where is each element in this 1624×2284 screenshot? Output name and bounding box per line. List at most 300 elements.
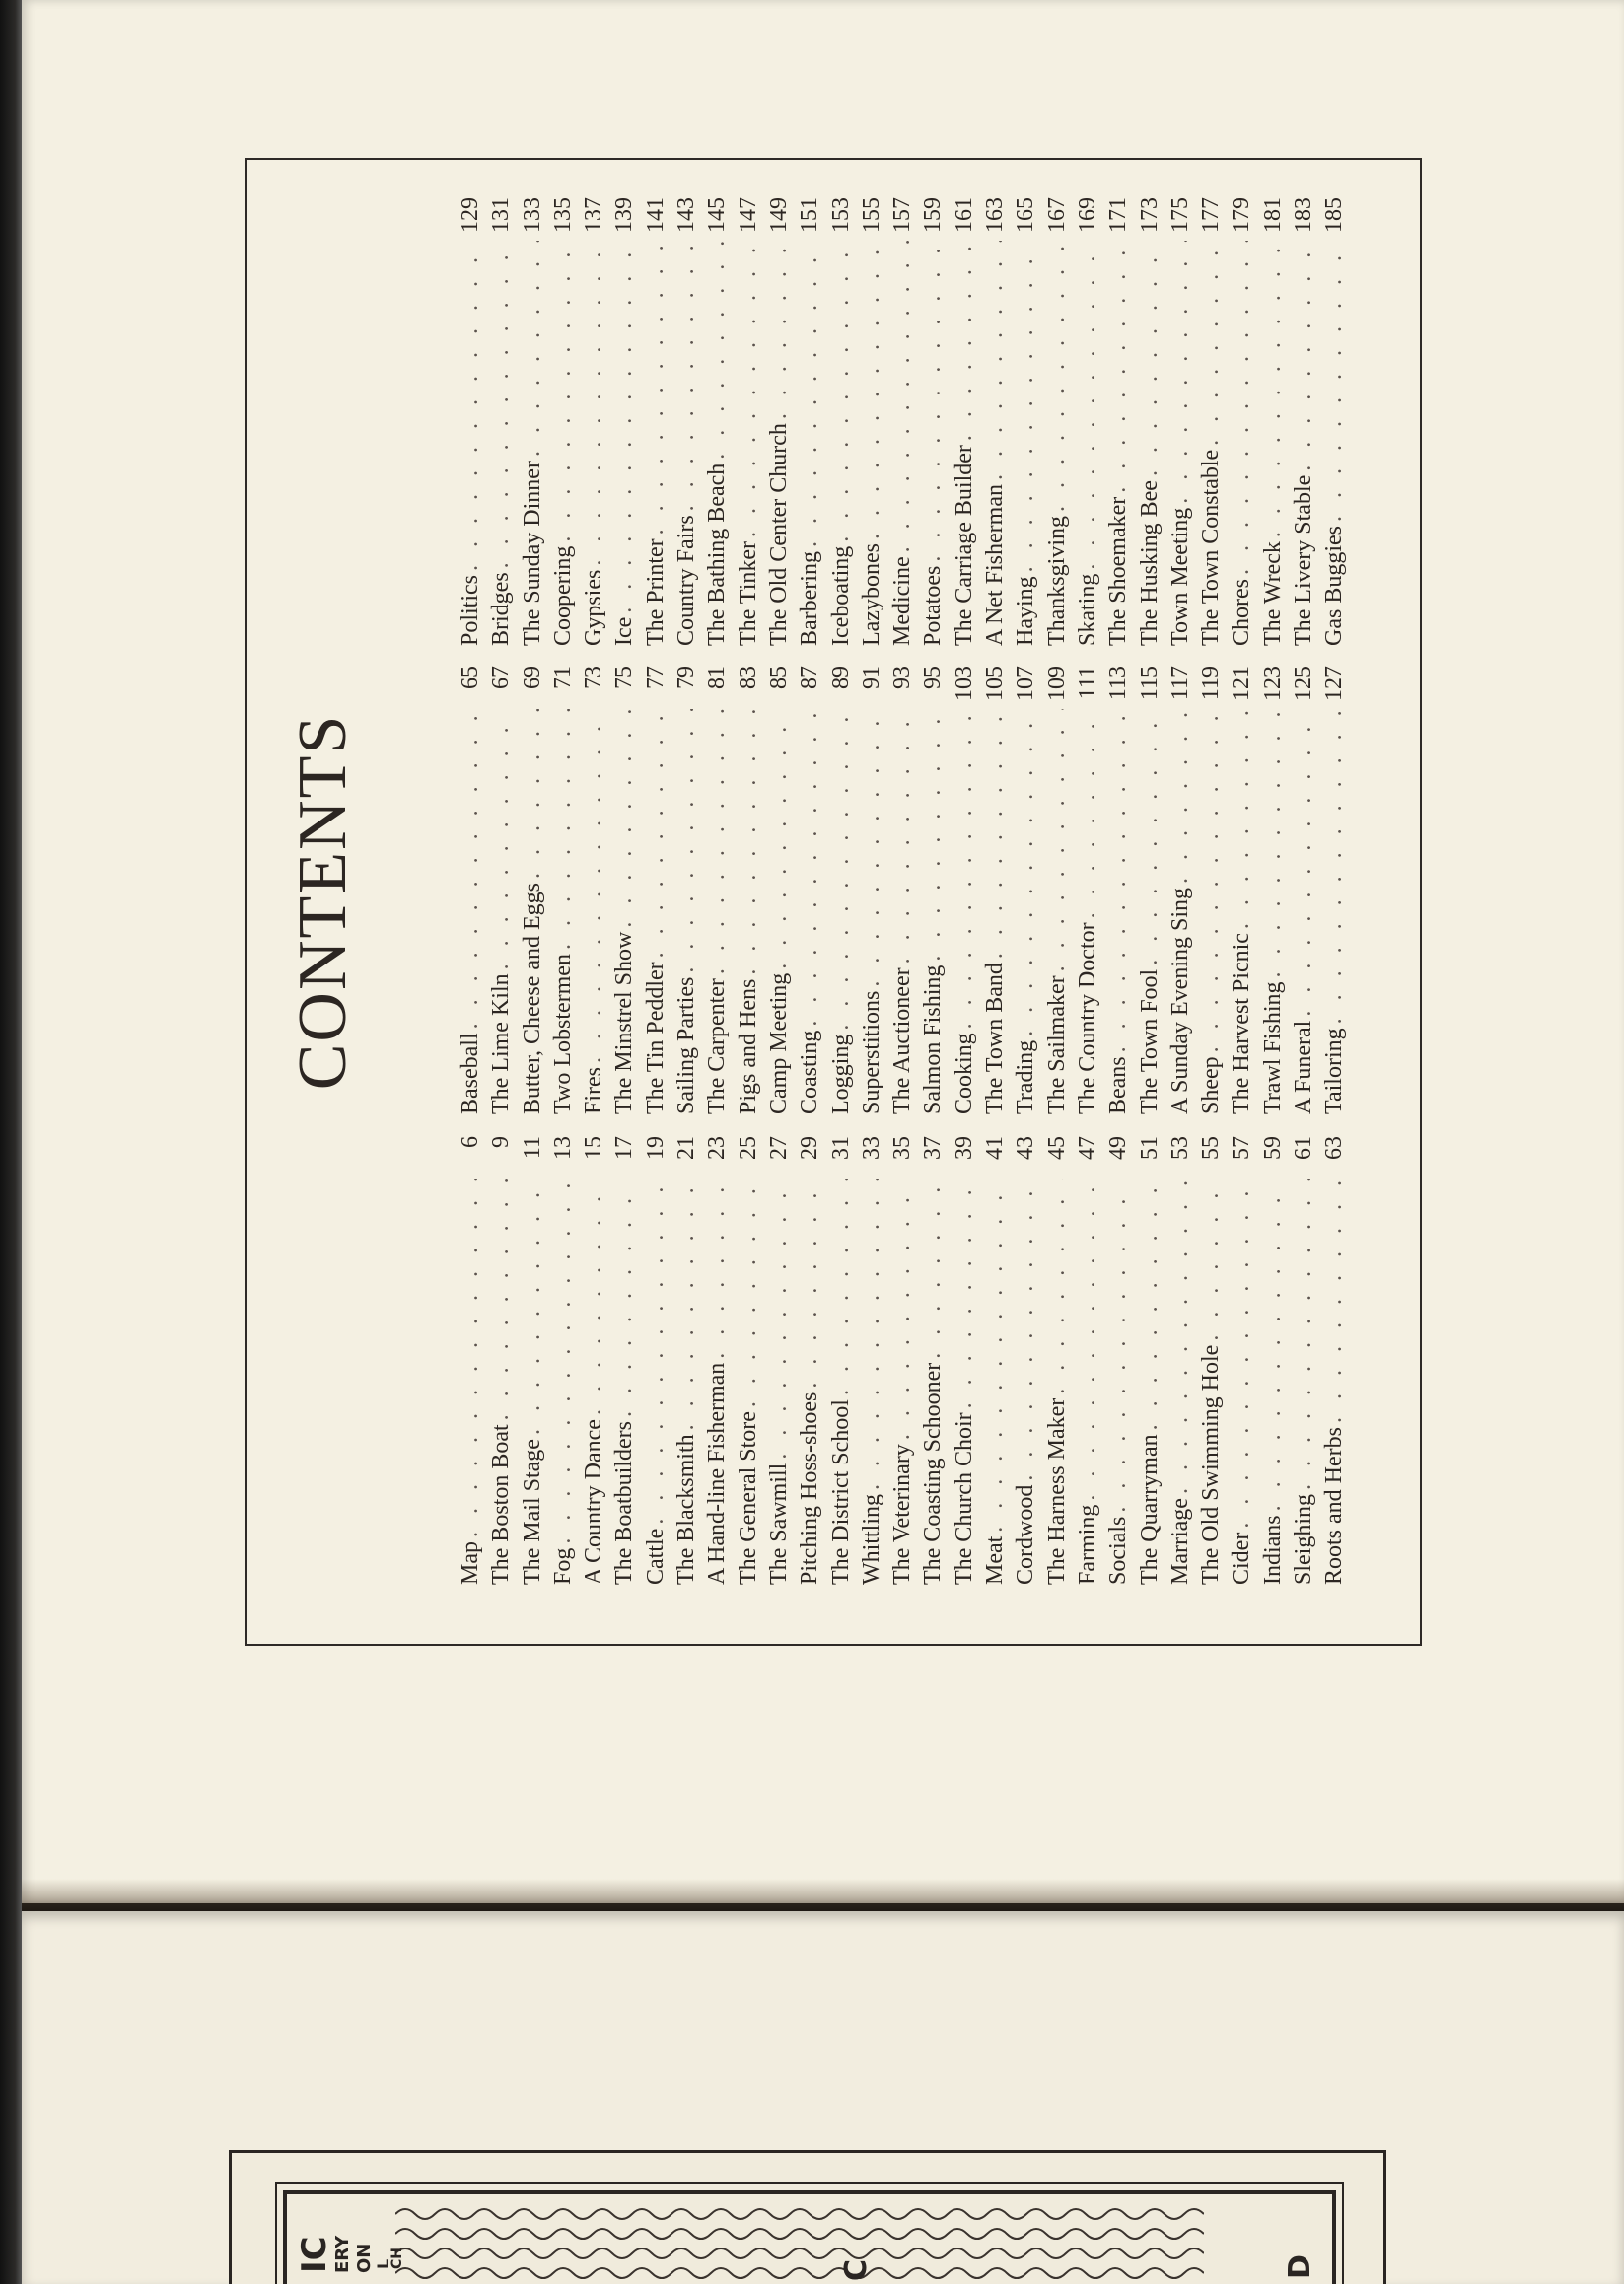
dot-leader [609, 241, 640, 613]
entry-page-number: 71 [549, 666, 576, 689]
entry-title: Trading [1013, 1039, 1039, 1114]
entry-page-number: 165 [1013, 197, 1039, 233]
entry-page-number: 103 [951, 666, 977, 701]
entry-title: The Sailmaker [1043, 975, 1070, 1114]
entry-title: The Harvest Picnic [1229, 933, 1255, 1114]
entry-page-number: 123 [1259, 666, 1286, 701]
contents-entry [1103, 197, 1134, 646]
entry-title: The Town Constable [1198, 449, 1225, 646]
entry-page-number: 37 [920, 1136, 947, 1160]
contents-entry [548, 197, 579, 646]
dot-leader [764, 1179, 795, 1460]
entry-title: Butter, Cheese and Eggs [519, 883, 545, 1114]
dot-leader [826, 709, 857, 1031]
dot-leader [518, 241, 548, 457]
dot-leader [641, 1179, 671, 1525]
dot-leader [918, 241, 949, 562]
entry-title: Logging [827, 1034, 854, 1114]
entry-title: A Funeral [1291, 1020, 1317, 1114]
entry-title: Beans [1105, 1056, 1132, 1114]
contents-entry [641, 666, 671, 1114]
entry-page-number: 105 [982, 666, 1009, 701]
entry-page-number: 151 [797, 197, 823, 233]
dot-leader [887, 709, 918, 964]
contents-entry [702, 666, 733, 1114]
contents-entry [702, 1136, 733, 1585]
contents-entry [671, 197, 702, 646]
entry-page-number: 23 [704, 1136, 731, 1160]
dot-leader [1042, 1179, 1073, 1394]
contents-entry [1011, 1136, 1041, 1585]
dot-leader [826, 241, 857, 542]
contents-entry [486, 1136, 517, 1585]
dot-leader [887, 241, 918, 552]
dot-leader [548, 709, 579, 950]
dot-leader [734, 1179, 764, 1407]
contents-entry [950, 197, 980, 646]
entry-title: The Tin Peddler [642, 962, 669, 1114]
dot-leader [456, 709, 486, 1029]
contents-entry [857, 1136, 887, 1585]
entry-title: The General Store [735, 1411, 761, 1585]
entry-title: Skating [1074, 573, 1100, 646]
entry-page-number: 21 [673, 1136, 700, 1160]
entry-page-number: 181 [1259, 197, 1286, 233]
entry-title: Fog [549, 1547, 576, 1585]
entry-title: Cider [1229, 1532, 1255, 1585]
dot-leader [764, 709, 795, 969]
contents-entry [887, 666, 918, 1114]
entry-title: The Husking Bee [1136, 480, 1163, 646]
contents-entry [1289, 666, 1319, 1114]
entry-title: The Mail Stage [519, 1439, 545, 1585]
dot-leader [918, 1179, 949, 1359]
entry-page-number: 75 [611, 666, 638, 689]
dot-leader [1258, 709, 1289, 978]
entry-title: Roots and Herbs [1321, 1427, 1348, 1585]
entry-title: The Town Band [982, 963, 1009, 1114]
dot-leader [671, 709, 702, 973]
entry-page-number: 77 [642, 666, 669, 689]
entry-title: A Hand-line Fisherman [704, 1362, 731, 1585]
entry-title: Country Fairs [673, 515, 700, 646]
dot-leader [1011, 241, 1041, 572]
contents-entry [734, 197, 764, 646]
dot-leader [857, 241, 887, 539]
contents-entry [548, 1136, 579, 1585]
contents-entry [1319, 197, 1350, 646]
entry-title: Coasting [797, 1030, 823, 1114]
entry-page-number: 183 [1291, 197, 1317, 233]
entry-title: Farming [1074, 1504, 1100, 1585]
contents-entry [702, 197, 733, 646]
dot-leader [1103, 1179, 1134, 1513]
entry-page-number: 147 [735, 197, 761, 233]
entry-page-number: 35 [889, 1136, 916, 1160]
contents-entry [795, 197, 825, 646]
dot-leader [980, 709, 1011, 959]
contents-entry [1135, 1136, 1165, 1585]
entry-title: Camp Meeting [765, 972, 792, 1114]
map-illustration [229, 2150, 1386, 2284]
entry-title: The Boston Boat [488, 1424, 515, 1585]
entry-page-number: 119 [1198, 666, 1225, 701]
entry-page-number: 169 [1074, 197, 1100, 233]
contents-entry [456, 197, 486, 646]
dot-leader [1227, 241, 1257, 575]
entry-page-number: 51 [1136, 1136, 1163, 1160]
entry-page-number: 157 [889, 197, 916, 233]
entry-title: The Veterinary [889, 1444, 916, 1585]
entry-page-number: 109 [1043, 666, 1070, 701]
entry-title: The Old Center Church [765, 423, 792, 646]
contents-entry [950, 1136, 980, 1585]
dot-leader [609, 1179, 640, 1417]
contents-entry [1042, 1136, 1073, 1585]
contents-entry [857, 666, 887, 1114]
entry-page-number: 91 [858, 666, 884, 689]
contents-entry [1042, 666, 1073, 1114]
entry-title: Medicine [889, 556, 916, 646]
entry-title: The Blacksmith [673, 1434, 700, 1585]
dot-leader [609, 709, 640, 928]
contents-column-1 [456, 1136, 1351, 1585]
contents-entry [918, 1136, 949, 1585]
entry-title: The Livery Stable [1291, 474, 1317, 646]
dot-leader [857, 1179, 887, 1490]
entry-title: Thanksgiving [1043, 516, 1070, 646]
contents-entry [641, 1136, 671, 1585]
contents-entry [1196, 197, 1227, 646]
entry-page-number: 133 [519, 197, 545, 233]
dot-leader [764, 241, 795, 419]
entry-title: The Sunday Dinner [519, 461, 545, 646]
entry-page-number: 173 [1136, 197, 1163, 233]
entry-title: Ice [611, 616, 638, 646]
dot-leader [1165, 1179, 1196, 1494]
entry-title: The Quarryman [1136, 1434, 1163, 1585]
entry-title: The Carriage Builder [951, 445, 977, 646]
contents-entry [1103, 1136, 1134, 1585]
map-label-4: L [374, 2258, 392, 2269]
contents-column-3 [456, 197, 1351, 646]
dot-leader [1289, 1179, 1319, 1490]
dot-leader [950, 241, 980, 441]
entry-page-number: 153 [827, 197, 854, 233]
entry-title: Salmon Fishing [920, 964, 947, 1114]
dot-leader [1196, 1179, 1227, 1341]
contents-entry [609, 197, 640, 646]
entry-title: The Old Swimming Hole [1198, 1344, 1225, 1585]
dot-leader [1135, 1179, 1165, 1430]
entry-page-number: 127 [1321, 666, 1348, 701]
entry-page-number: 43 [1013, 1136, 1039, 1160]
dot-leader [1289, 241, 1319, 471]
contents-entry [764, 666, 795, 1114]
entry-title: The Boatbuilders [611, 1421, 638, 1585]
contents-entry [609, 666, 640, 1114]
entry-page-number: 9 [488, 1136, 515, 1148]
entry-page-number: 19 [642, 1136, 669, 1160]
entry-page-number: 45 [1043, 1136, 1070, 1160]
entry-title: The Harness Maker [1043, 1397, 1070, 1585]
dot-leader [1011, 709, 1041, 1036]
contents-entry [980, 197, 1011, 646]
contents-entry [1319, 1136, 1350, 1585]
entry-page-number: 25 [735, 1136, 761, 1160]
contents-entry [1165, 197, 1196, 646]
entry-title: The Printer [642, 538, 669, 646]
entry-page-number: 171 [1105, 197, 1132, 233]
entry-page-number: 107 [1013, 666, 1039, 701]
contents-entry [764, 1136, 795, 1585]
dot-leader [548, 241, 579, 542]
dot-leader [857, 709, 887, 987]
dot-leader [1073, 709, 1103, 918]
entry-page-number: 47 [1074, 1136, 1100, 1160]
entry-title: Trawl Fishing [1259, 981, 1286, 1114]
entry-page-number: 179 [1229, 197, 1255, 233]
contents-entry [456, 666, 486, 1114]
page-title: CONTENTS [285, 713, 361, 1091]
contents-entry [518, 197, 548, 646]
entry-title: Potatoes [920, 565, 947, 646]
contents-entry [857, 197, 887, 646]
contents-entry [486, 197, 517, 646]
entry-page-number: 79 [673, 666, 700, 689]
entry-title: Haying [1013, 576, 1039, 646]
entry-title: Gas Buggies [1321, 526, 1348, 646]
entry-page-number: 83 [735, 666, 761, 689]
contents-entry [795, 1136, 825, 1585]
dot-leader [1227, 1179, 1257, 1529]
contents-entry [548, 666, 579, 1114]
map-label-5: CH [389, 2248, 405, 2269]
contents-entry [887, 1136, 918, 1585]
dot-leader [702, 709, 733, 974]
entry-title: Sheep [1198, 1056, 1225, 1114]
dot-leader [456, 1179, 486, 1537]
dot-leader [1103, 241, 1134, 493]
contents-entry [671, 666, 702, 1114]
entry-page-number: 57 [1229, 1136, 1255, 1160]
entry-page-number: 29 [797, 1136, 823, 1160]
entry-title: Meat [982, 1535, 1009, 1585]
entry-title: The Country Doctor [1074, 922, 1100, 1114]
entry-page-number: 149 [765, 197, 792, 233]
dot-leader [1196, 241, 1227, 446]
dot-leader [671, 1179, 702, 1430]
contents-entry [1227, 197, 1257, 646]
dot-leader [1258, 241, 1289, 537]
entry-title: Superstitions [858, 990, 884, 1114]
contents-entry [671, 1136, 702, 1585]
entry-page-number: 39 [951, 1136, 977, 1160]
entry-title: Sailing Parties [673, 976, 700, 1114]
dot-leader [918, 709, 949, 962]
dot-leader [1319, 1179, 1350, 1423]
entry-title: The Coasting Schooner [920, 1362, 947, 1585]
map-label-2: ERY [332, 2235, 353, 2273]
contents-rotated-block [247, 160, 1420, 1644]
dot-leader [641, 241, 671, 535]
entry-page-number: 177 [1198, 197, 1225, 233]
entry-title: The Carpenter [704, 978, 731, 1114]
dot-leader [1073, 241, 1103, 570]
contents-entry [518, 666, 548, 1114]
dot-leader [641, 709, 671, 958]
dot-leader [548, 1179, 579, 1544]
contents-entry [1319, 666, 1350, 1114]
dot-leader [734, 241, 764, 537]
entry-page-number: 53 [1166, 1136, 1193, 1160]
entry-page-number: 27 [765, 1136, 792, 1160]
entry-page-number: 11 [519, 1136, 545, 1160]
entry-page-number: 163 [982, 197, 1009, 233]
entry-page-number: 87 [797, 666, 823, 689]
entry-title: The Wreck [1259, 541, 1286, 646]
contents-entry [918, 666, 949, 1114]
contents-entry [980, 666, 1011, 1114]
entry-title: Fires [581, 1067, 607, 1114]
entry-page-number: 13 [549, 1136, 576, 1160]
map-label-7: D [1283, 2254, 1317, 2279]
entry-page-number: 113 [1105, 666, 1132, 701]
contents-entry [579, 666, 609, 1114]
entry-page-number: 143 [673, 197, 700, 233]
dot-leader [579, 241, 609, 566]
dot-leader [826, 1179, 857, 1395]
dot-leader [1135, 709, 1165, 965]
dot-leader [486, 241, 517, 568]
dot-leader [1319, 241, 1350, 522]
entry-title: Politics [458, 574, 483, 646]
contents-entry [734, 1136, 764, 1585]
contents-entry [456, 1136, 486, 1585]
map-label-1: IC [295, 2236, 334, 2273]
entry-page-number: 145 [704, 197, 731, 233]
contents-entry [1073, 1136, 1103, 1585]
entry-page-number: 73 [581, 666, 607, 689]
entry-title: Marriage [1166, 1498, 1193, 1585]
entry-page-number: 93 [889, 666, 916, 689]
map-inner-border [283, 2190, 1336, 2284]
dot-leader [795, 241, 825, 547]
entry-page-number: 111 [1074, 666, 1100, 700]
entry-title: The Bathing Beach [704, 463, 731, 646]
contents-entry [950, 666, 980, 1114]
entry-page-number: 65 [458, 666, 483, 689]
contents-entry [1011, 666, 1041, 1114]
dot-leader [579, 709, 609, 1063]
dot-leader [887, 1179, 918, 1440]
entry-page-number: 69 [519, 666, 545, 689]
contents-entry [1042, 197, 1073, 646]
contents-entry [1135, 197, 1165, 646]
entry-page-number: 81 [704, 666, 731, 689]
dot-leader [456, 241, 486, 571]
entry-title: The Minstrel Show [611, 931, 638, 1114]
contents-entry [1011, 197, 1041, 646]
entry-page-number: 31 [827, 1136, 854, 1160]
contents-entry [734, 666, 764, 1114]
entry-title: Cordwood [1013, 1484, 1039, 1585]
entry-page-number: 155 [858, 197, 884, 233]
entry-page-number: 17 [611, 1136, 638, 1160]
contents-entry [1258, 1136, 1289, 1585]
dot-leader [1165, 709, 1196, 884]
entry-title: The Auctioneer [889, 967, 916, 1114]
contents-entry [1196, 666, 1227, 1114]
contents-entry [887, 197, 918, 646]
dot-leader [1319, 709, 1350, 1024]
dot-leader [795, 709, 825, 1027]
entry-title: Indians [1259, 1515, 1286, 1585]
entry-title: The Sawmill [765, 1463, 792, 1585]
dot-leader [1289, 709, 1319, 1017]
dot-leader [795, 1179, 825, 1389]
contents-entry [1073, 197, 1103, 646]
dot-leader [1165, 241, 1196, 504]
entry-title: The Tinker [735, 540, 761, 646]
entry-page-number: 15 [581, 1136, 607, 1160]
entry-page-number: 161 [951, 197, 977, 233]
entry-page-number: 89 [827, 666, 854, 689]
entry-page-number: 41 [982, 1136, 1009, 1160]
contents-entry [579, 1136, 609, 1585]
contents-column-2 [456, 666, 1351, 1114]
entry-page-number: 185 [1321, 197, 1348, 233]
dot-leader [980, 1179, 1011, 1533]
entry-page-number: 121 [1229, 666, 1255, 701]
entry-title: The Lime Kiln [488, 973, 515, 1114]
dot-leader [518, 709, 548, 879]
contents-entry [795, 666, 825, 1114]
entry-title: Gypsies [581, 569, 607, 646]
dot-leader [486, 709, 517, 969]
map-label-6: C [839, 2258, 874, 2281]
contents-entry [826, 197, 857, 646]
dot-leader [1073, 1179, 1103, 1501]
entry-title: The Shoemaker [1105, 496, 1132, 646]
entry-title: Pigs and Hens [735, 978, 761, 1114]
dot-leader [702, 241, 733, 460]
dot-leader [1042, 709, 1073, 971]
contents-border [245, 158, 1422, 1646]
entry-page-number: 55 [1198, 1136, 1225, 1160]
dot-leader [1011, 1179, 1041, 1481]
contents-entry [1196, 1136, 1227, 1585]
entry-page-number: 115 [1136, 666, 1163, 701]
entry-page-number: 137 [581, 197, 607, 233]
entry-title: A Sunday Evening Sing [1166, 887, 1193, 1114]
dot-leader [1135, 241, 1165, 476]
entry-page-number: 167 [1043, 197, 1070, 233]
contents-entry [486, 666, 517, 1114]
entry-title: The Church Choir [951, 1412, 977, 1585]
dot-leader [1042, 241, 1073, 512]
entry-title: Baseball [458, 1033, 483, 1114]
entry-title: Sleighing [1291, 1493, 1317, 1585]
entry-title: Cattle [642, 1528, 669, 1585]
entry-page-number: 139 [611, 197, 638, 233]
entry-page-number: 95 [920, 666, 947, 689]
entry-page-number: 59 [1259, 1136, 1286, 1160]
contents-entry [1258, 197, 1289, 646]
entry-page-number: 159 [920, 197, 947, 233]
contents-entry [1073, 666, 1103, 1114]
map-label-3: ON [354, 2243, 375, 2273]
